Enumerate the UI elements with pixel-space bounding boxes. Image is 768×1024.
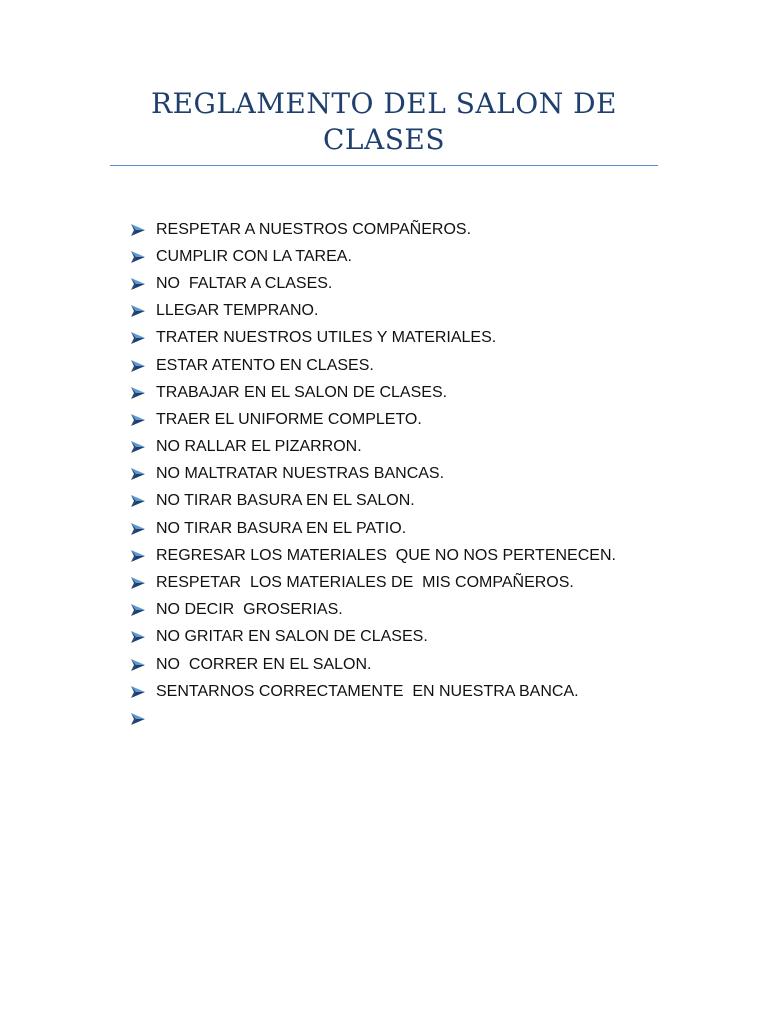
rule-text: TRABAJAR EN EL SALON DE CLASES. xyxy=(156,383,448,401)
list-item xyxy=(130,461,616,488)
list-item xyxy=(130,678,616,705)
title-block xyxy=(110,86,658,158)
rule-text: NO DECIR GROSERIAS. xyxy=(156,601,343,619)
list-item xyxy=(130,216,616,243)
rule-text: RESPETAR A NUESTROS COMPAÑEROS. xyxy=(156,220,472,238)
rule-text: NO FALTAR A CLASES. xyxy=(156,274,333,292)
arrowhead-bullet-icon xyxy=(130,251,156,265)
list-item xyxy=(130,569,616,596)
list-item xyxy=(130,379,616,406)
arrowhead-bullet-icon xyxy=(130,659,156,673)
arrowhead-bullet-icon xyxy=(130,441,156,455)
rule-text: REGRESAR LOS MATERIALES QUE NO NOS PERTENECEN. xyxy=(156,546,616,564)
rule-text: NO TIRAR BASURA EN EL SALON. xyxy=(156,492,415,510)
rule-text: RESPETAR LOS MATERIALES DE MIS COMPAÑEROS. xyxy=(156,574,574,592)
rule-text: SENTARNOS CORRECTAMENTE EN NUESTRA BANCA. xyxy=(156,682,579,700)
list-item xyxy=(130,515,616,542)
rule-text: CUMPLIR CON LA TAREA. xyxy=(156,247,352,265)
rule-text: ESTAR ATENTO EN CLASES. xyxy=(156,356,374,374)
arrowhead-bullet-icon xyxy=(130,278,156,292)
list-item xyxy=(130,270,616,297)
list-item xyxy=(130,325,616,352)
arrowhead-bullet-icon xyxy=(130,631,156,645)
arrowhead-bullet-icon xyxy=(130,468,156,482)
arrowhead-bullet-icon xyxy=(130,360,156,374)
arrowhead-bullet-icon xyxy=(130,305,156,319)
list-item xyxy=(130,243,616,270)
rule-text: NO RALLAR EL PIZARRON. xyxy=(156,438,362,456)
list-item xyxy=(130,624,616,651)
rule-text: TRAER EL UNIFORME COMPLETO. xyxy=(156,410,422,428)
list-item xyxy=(130,298,616,325)
arrowhead-bullet-icon xyxy=(130,332,156,346)
arrowhead-bullet-icon xyxy=(130,414,156,428)
title-underline xyxy=(110,165,658,166)
list-item xyxy=(130,488,616,515)
arrowhead-bullet-icon xyxy=(130,604,156,618)
list-item xyxy=(130,705,616,732)
rule-text: NO CORRER EN EL SALON. xyxy=(156,655,372,673)
arrowhead-bullet-icon xyxy=(130,523,156,537)
rules-list xyxy=(130,216,616,733)
arrowhead-bullet-icon xyxy=(130,550,156,564)
arrowhead-bullet-icon xyxy=(130,686,156,700)
arrowhead-bullet-icon xyxy=(130,495,156,509)
rule-text: LLEGAR TEMPRANO. xyxy=(156,302,319,320)
list-item xyxy=(130,597,616,624)
list-item xyxy=(130,434,616,461)
list-item xyxy=(130,651,616,678)
rule-text: NO TIRAR BASURA EN EL PATIO. xyxy=(156,519,407,537)
rule-text: NO GRITAR EN SALON DE CLASES. xyxy=(156,628,428,646)
arrowhead-bullet-icon xyxy=(130,387,156,401)
arrowhead-bullet-icon xyxy=(130,577,156,591)
list-item xyxy=(130,542,616,569)
rule-text: NO MALTRATAR NUESTRAS BANCAS. xyxy=(156,465,445,483)
list-item xyxy=(130,352,616,379)
arrowhead-bullet-icon xyxy=(130,224,156,238)
arrowhead-bullet-icon xyxy=(130,713,156,727)
list-item xyxy=(130,406,616,433)
rule-text: TRATER NUESTROS UTILES Y MATERIALES. xyxy=(156,329,497,347)
page-title: REGLAMENTO DEL SALON DE CLASES xyxy=(151,87,617,156)
